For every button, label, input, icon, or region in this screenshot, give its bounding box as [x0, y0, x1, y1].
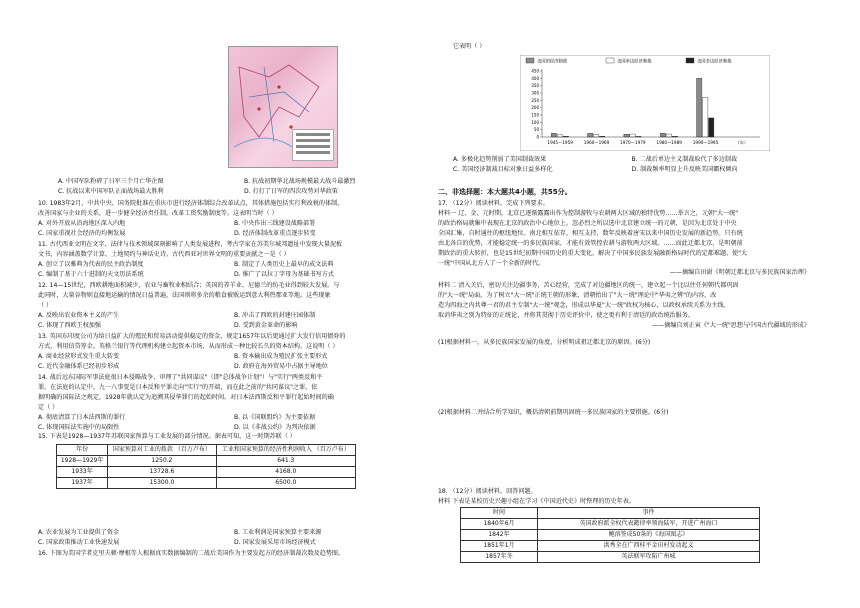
material-source: ——摘编自田澍《明朝迁都北京与多民族国家治理》	[669, 269, 810, 277]
q10-option-d[interactable]: D. 经济体制改革重点逐步转变	[234, 229, 316, 237]
material-line: 的政治格局就集中表现在北京的政治中心地位上。忽必烈之所以选中北京建立统一的元朝，是因为北京处于中央	[438, 219, 737, 227]
chronology-table	[460, 507, 760, 563]
table-cell: 鲍溶签成50条的《海国图志》	[538, 530, 760, 541]
material-line: 的"大一统"局面。为了树立"大一统"正统王朝的形象，清朝抬出了"大一统"理论中"华夷之辨"的内容，改	[438, 291, 717, 299]
q11	[38, 240, 430, 280]
q15-stem: 15. 下表是1928—1937年苏联国家预算与工业发展的部分情况。据表可知，这一时期苏联（ ）	[38, 433, 296, 440]
table-row	[461, 541, 760, 552]
table-cell: 1851年1月	[461, 541, 538, 552]
table-cell: 4168.0	[216, 467, 355, 478]
q15-option-a[interactable]: A. 农业发展为工业提供了资金	[38, 529, 120, 536]
table-header: 年份	[57, 445, 108, 456]
y-tick-label: 200	[531, 105, 539, 111]
material-line: 一统"中国从北方人了一个全新的时代。	[438, 259, 545, 267]
legend-swatch	[526, 58, 534, 63]
y-tick-label: 250	[531, 97, 539, 103]
table-row	[461, 530, 760, 541]
q14-line: 14. 战后远东国际军事法庭很日本侵略战争，审理了"共同谋议"（即"总体战争计划"）与"实行"两类反和平	[38, 374, 323, 381]
q12-option-a[interactable]: A. 反映出农业资本主义的产生	[38, 311, 120, 319]
q14-option-c[interactable]: C. 体现国际法实施中的局限性	[38, 423, 120, 431]
table-row	[57, 478, 356, 489]
bar	[666, 134, 671, 137]
x-tick-label: 1980—1989	[656, 140, 682, 145]
q12-line: （ ）	[38, 301, 53, 309]
q15-option-d[interactable]: D. 国家发展采用市场经济模式	[234, 538, 316, 546]
q17-material1	[438, 209, 810, 278]
table-row	[461, 552, 760, 563]
q18-material: 材料 下表是某校历史兴趣小组在学习《中国近代史》时整理的历史年表。	[438, 498, 635, 505]
y-tick-label: 350	[531, 83, 539, 89]
q13-line: 方式，利用信贷筹金，英格兰银行等代理机构建立起资本市场，从而形成一种比较长久的资本结构。这说明（ ）	[38, 342, 339, 350]
x-tick-label: 1960—1969	[583, 140, 610, 145]
q14-line: 罪。在法庭的认定中，九一八事变是日本反和平罪走向"实行"的开端，而在此之前的"共同谋议"之罪，依	[38, 383, 318, 391]
map-legend	[292, 129, 334, 161]
q15-option-b[interactable]: B. 工业利润是国家预算主要来源	[234, 529, 322, 536]
q10	[38, 199, 430, 239]
table-cell: 6500.0	[216, 478, 355, 489]
material-line: 由北各自的优势，才能稳定统一的多民族国家，才能有效管控农耕与游牧两大区域。……而此迁都北京，是明朝前	[438, 239, 743, 247]
bar	[594, 134, 599, 137]
q9-option-b[interactable]: B. 抗战初期华北战场规模最大战斗最激烈	[244, 178, 356, 185]
y-tick-label: 50	[533, 127, 539, 133]
bar	[709, 118, 714, 137]
q15-options	[38, 528, 430, 548]
q11-line: 文书，内容涵盖数学计算、土地契约与神话史诗。古代西亚对世界文明的重要贡献之一是（ ）	[38, 250, 290, 258]
bar	[588, 133, 593, 137]
q11-line: 11. 古代西亚文明在文字、法律与技术领域深刻影响了人类发展进程，考古学家在苏美尔城邦遗址中发现大量泥板	[38, 241, 343, 248]
table-row	[461, 519, 760, 530]
table-header: 事件	[538, 508, 760, 519]
bar	[624, 134, 629, 137]
q13-option-b[interactable]: B. 资本输出成为殖民扩张主要形式	[234, 352, 328, 360]
x-tick-label: 1945—1959	[547, 140, 573, 145]
q14-line: 据明确的国际法之规定，1928年就认定为追溯其侵华罪行的起始时间。对日本法西斯反和平罪行起始时间的确	[38, 393, 334, 401]
legend-label: 美国单边经济制裁	[617, 59, 652, 65]
battle-map-image	[228, 46, 338, 168]
table-cell: 13728.6	[108, 467, 216, 478]
bar	[557, 135, 562, 137]
q18-title: 18. （12分）阅读材料，回答问题。	[438, 488, 537, 495]
material-line: 材料二 清入关后，密切关注边疆事务，苦心经营，完成了对边疆地区的统一，建立起一个比以往任何朝代都巩固	[438, 282, 739, 289]
q15-option-c[interactable]: C. 国家政策推动工业快速发展	[38, 538, 120, 546]
y-tick-label: 450	[531, 68, 539, 74]
material-line: 材料一 辽、金、元时期，北京已逐渐露露出作为控制游牧与农耕两大区域的独特优势……举言之，元朝"大一统"	[438, 210, 739, 217]
y-tick-label: 100	[531, 119, 539, 125]
x-tick-label: 1970—1979	[620, 140, 646, 145]
q11-option-d[interactable]: D. 推广了以拉丁字母为基础书写方式	[234, 270, 334, 278]
table-row	[57, 467, 356, 478]
table-cell: 1937年	[57, 478, 108, 489]
bar	[630, 134, 635, 137]
q13-option-c[interactable]: C. 近代金融体系已经初步形成	[38, 362, 120, 370]
q11-option-c[interactable]: C. 编制了基于六十进制的天文历法系统	[38, 270, 144, 278]
q9-options-row2	[58, 187, 430, 197]
table-cell: 1933年	[57, 467, 108, 478]
q17-part1: (1)根据材料一，从多民族国家发展的角度，分析明成祖迁都北京的原因。(6分)	[438, 339, 651, 346]
q14-option-a[interactable]: A. 彻底清算了日本法西斯的罪行	[38, 413, 126, 421]
x-tick-label: （年）	[735, 140, 749, 145]
q16-option-c[interactable]: C. 美国经济制裁目标对象日益多样化	[453, 165, 553, 173]
q17-material2	[438, 281, 810, 331]
section-heading: 二、非选择题：本大题共4小题，共55分。	[438, 188, 572, 196]
table-cell: 1857年冬	[461, 552, 538, 563]
soviet-budget-table	[56, 444, 356, 489]
bar	[660, 133, 665, 137]
q10-option-a[interactable]: A. 对外开放从沿海地区深入内地	[38, 219, 126, 227]
table-cell: 英国政府派全权代表懿律率领海陆军，开进广州海口	[538, 519, 760, 530]
q12-option-b[interactable]: B. 冲击了西欧的封建庄园体制	[234, 311, 316, 319]
y-tick-label: 150	[531, 112, 539, 118]
y-tick-label: 300	[531, 90, 539, 96]
table-row	[57, 456, 356, 467]
q17-part2: (2)根据材料二并结合所学知识，概括清朝前期巩固统一多民族国家的主要措施。(6分)	[438, 409, 669, 416]
q16-stem: 16. 下图为美国学者克里夫顿·摩根等人根据真实数据编制的二战后美国作为主要发起方的经济制裁次数及趋势图。	[38, 550, 345, 557]
q13-line: 13. 英国东印度公司为给日益扩大的殖民和贸易活动提供稳定的资金，规定1657年以后更通过扩大发行信用债券的	[38, 333, 346, 340]
legend-swatch	[606, 58, 614, 63]
material-line: 全国汇集，自时通往的枢纽地位。南北相互依存，相互支持，数年反映着唐宋以来中国历史发展的新趋势。只有统	[438, 229, 743, 237]
material-line: 取消华夷之别为特征的正统论，并将其贯彻于历史评价中，使之更有利于清廷的政治统治服务。	[438, 311, 694, 319]
q12-line: 12. 14—15世纪，西欧耕地面积减少，农业与畜牧业相结合；英国的养羊业、尼德兰的纺毛业得到较大发展。与	[38, 282, 340, 289]
table-header: 国家预算对工业的拨款 （百万卢布）	[108, 445, 216, 456]
chart-legend	[526, 58, 732, 65]
material-line: 期政治的重大转折，也是15世纪初期中国历史的重大变化，解决了中国多民族发展融新格局时代的定都难题，使"大	[438, 249, 748, 257]
q17-title: 17. （12分）阅读材料，完成下列要求。	[438, 200, 549, 207]
legend-label: 美国多边经济制裁	[697, 59, 732, 65]
material-source: ——摘编自刘正寅《"大一统"思想与中国古代疆域的形成》	[652, 321, 810, 329]
q12-option-d[interactable]: D. 受到黄金革命的影响	[234, 321, 298, 329]
legend-label: 美国的经济制裁	[537, 59, 568, 65]
bar	[703, 97, 708, 137]
table-header: 时间	[461, 508, 538, 519]
bar	[697, 78, 702, 137]
q13	[38, 332, 430, 372]
q12-line: 此同时，大量谷物则直接地运输的情况日益普遍，法国则将多余的粮食被贩运到意大利热那亚等地。这些现象	[38, 291, 331, 299]
q13-option-d[interactable]: D. 政府在海外贸易中占据主导地位	[234, 362, 328, 370]
q11-option-a[interactable]: A. 创立了以雅典为代表的民主政治制度	[38, 260, 144, 268]
table-cell: 15300.0	[108, 478, 216, 489]
table-cell: 洪秀全在广西桂平金田村发动起义	[538, 541, 760, 552]
q12-option-c[interactable]: C. 体现了西欧王权加强	[38, 321, 101, 329]
q9-option-c[interactable]: C. 抗战以来中国军队正面战场最大胜利	[58, 188, 164, 195]
y-tick-label: 400	[531, 75, 539, 81]
q14-option-d[interactable]: D. 以《非战公约》为判决依据	[234, 423, 316, 431]
table-header: 工业和国家预算的经济性利润收入 （百万卢布）	[216, 445, 355, 456]
q14-line: 定（ ）	[38, 403, 59, 411]
x-tick-label: 1990—1995	[692, 140, 719, 145]
q13-option-a[interactable]: A. 商业经营形式发生重大转变	[38, 352, 120, 360]
q10-option-b[interactable]: B. 中央作出三线建设战略部署	[234, 219, 316, 227]
q16-option-d[interactable]: D. 制裁频率明显上升反映美国霸权倾向	[631, 165, 738, 173]
q16-option-a[interactable]: A. 多极化趋势削弱了美国制裁效果	[453, 156, 547, 163]
q12	[38, 281, 430, 331]
bar	[551, 133, 556, 137]
q10-option-c[interactable]: C. 国家重视社会经济的均衡发展	[38, 229, 126, 237]
q14-option-b[interactable]: B. 以《国联盟约》为主要依据	[234, 413, 316, 421]
table-cell: 1250.2	[108, 456, 216, 467]
sanctions-bar-chart	[520, 55, 770, 151]
table-cell: 英法联军攻陷广州城	[538, 552, 760, 563]
table-cell: 641.3	[216, 456, 355, 467]
material-line: 造为四海之内共尊一君的君主专制"大一统"观念，形成以华夏"大一统"政权为核心、以政权承续关系为主线、	[438, 301, 730, 309]
legend-swatch	[686, 58, 694, 63]
q16-intro: 它表明（ ）	[453, 43, 486, 50]
q10-line: 10. 1983年2月，中共中央、国务院批准在重庆市进行经济体制综合改革试点，其体措施包括实行利改税的体制，	[38, 200, 344, 207]
q9-option-d[interactable]: D. 打打了日军的四次攻势对华政策	[244, 188, 338, 195]
q9-option-a[interactable]: A. 中国军队粉碎了日军三个月亡华企图	[58, 178, 164, 185]
table-cell: 1840年6月	[461, 519, 538, 530]
q16-options	[453, 155, 810, 175]
table-cell: 1842年	[461, 530, 538, 541]
q16-option-b[interactable]: B. 二战后单边主义制裁取代了多边制裁	[631, 156, 738, 163]
q14	[38, 373, 430, 432]
q11-option-b[interactable]: B. 制定了人类历史上最早的成文法典	[234, 260, 334, 268]
q10-line: 改善国家与企业的关系，进一步健全经济责任制，改革工资奖励制度等。这表明当时（ ）	[38, 209, 278, 217]
y-tick-label: 0	[536, 134, 539, 140]
q9-options-row1	[58, 177, 430, 187]
table-cell: 1928—1929年	[57, 456, 108, 467]
